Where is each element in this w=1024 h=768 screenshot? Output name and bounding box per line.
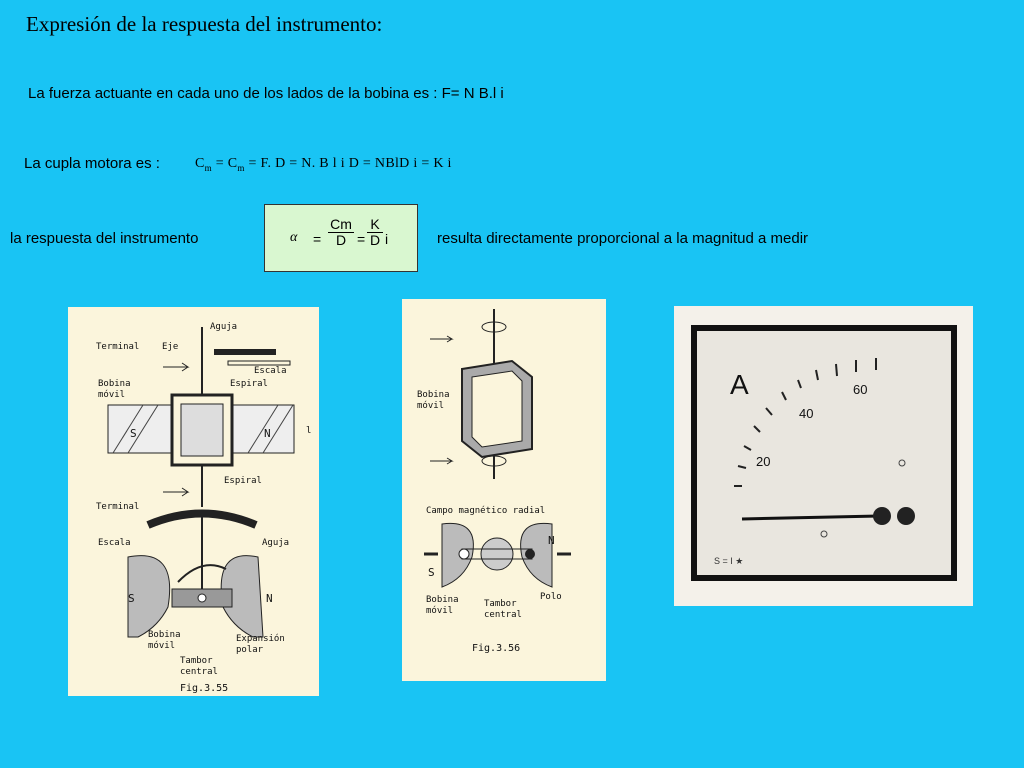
label-n-top: N xyxy=(264,427,271,440)
fraction-num-k: K xyxy=(367,217,383,233)
cupla-equation: $C_m = C_m = F$. D = N. B l i D = NBlD i = K i xyxy=(195,156,452,173)
equals-2: = xyxy=(357,231,366,247)
eq-c1-sub: m xyxy=(204,162,212,173)
force-text: La fuerza actuante en cada uno de los lados de la bobina es : F= N B.l i xyxy=(28,85,504,102)
eq-c2-sub: m xyxy=(237,162,245,173)
unit-letter-a: A xyxy=(730,369,749,400)
label-n-bot: N xyxy=(266,592,273,605)
label-movil-1: móvil xyxy=(98,390,126,400)
figure-caption-3-56: Fig.3.56 xyxy=(472,643,521,654)
label-polo: Polo xyxy=(540,592,562,602)
label-bobina-2: Bobina xyxy=(148,630,181,640)
label-aguja-bot: Aguja xyxy=(262,538,290,548)
label-central: central xyxy=(180,667,218,677)
eq-c1: C xyxy=(195,156,205,171)
label-central: central xyxy=(484,610,522,620)
fraction-num-cm: Cm xyxy=(328,217,354,233)
response-formula-box xyxy=(264,204,418,272)
label-bobina-1: Bobina xyxy=(417,390,450,400)
label-expansion: Expansión xyxy=(236,634,285,644)
label-polar: polar xyxy=(236,645,264,655)
label-terminal-top: Terminal xyxy=(96,342,140,352)
scale-20: 20 xyxy=(756,454,771,469)
response-label: la respuesta del instrumento xyxy=(10,230,199,247)
eq-rest: = F. D = N. B l i D = NBlD i = K i xyxy=(248,156,452,171)
fraction-den-d2: D xyxy=(369,232,381,248)
label-movil-2: móvil xyxy=(148,641,176,651)
response-result: resulta directamente proporcional a la magnitud a medir xyxy=(437,230,809,247)
label-espiral-bot: Espiral xyxy=(224,476,262,486)
label-tambor: Tambor xyxy=(180,656,213,666)
label-espiral-top: Espiral xyxy=(230,379,268,389)
figure-3-56 xyxy=(402,299,606,681)
equals-1: = xyxy=(313,231,322,247)
cupla-label: La cupla motora es : xyxy=(24,155,160,172)
label-n: N xyxy=(548,534,555,547)
label-aguja-top: Aguja xyxy=(210,322,238,332)
label-bobina-2: Bobina xyxy=(426,595,459,605)
label-bobina-1: Bobina xyxy=(98,379,131,389)
ammeter-photo xyxy=(674,306,973,606)
eq-c2: C xyxy=(227,156,238,171)
maker-mark: S = I ★ xyxy=(714,556,744,566)
figure-3-55 xyxy=(68,307,319,696)
label-eje: Eje xyxy=(162,342,179,352)
scale-60: 60 xyxy=(853,382,868,397)
label-escala-top: Escala xyxy=(254,366,287,376)
fraction-cm-d xyxy=(328,217,354,248)
label-movil-2: móvil xyxy=(426,606,454,616)
slide-title: Expresión de la respuesta del instrumento: xyxy=(26,12,383,36)
label-s-bot: S xyxy=(128,592,135,605)
scale-40: 40 xyxy=(799,406,814,421)
alpha-symbol: α xyxy=(290,230,298,245)
fraction-den-d: D xyxy=(335,232,347,248)
label-movil-1: móvil xyxy=(417,401,445,411)
label-terminal-bot: Terminal xyxy=(96,502,140,512)
label-tambor: Tambor xyxy=(484,599,517,609)
label-campo: Campo magnético radial xyxy=(426,506,546,516)
label-escala-bot: Escala xyxy=(98,538,131,548)
label-s: S xyxy=(428,566,435,579)
label-l: l xyxy=(306,426,312,436)
figure-caption-3-55: Fig.3.55 xyxy=(180,683,229,694)
label-s-top: S xyxy=(130,427,137,440)
fraction-k-d xyxy=(367,217,383,248)
current-i: i xyxy=(385,231,389,247)
